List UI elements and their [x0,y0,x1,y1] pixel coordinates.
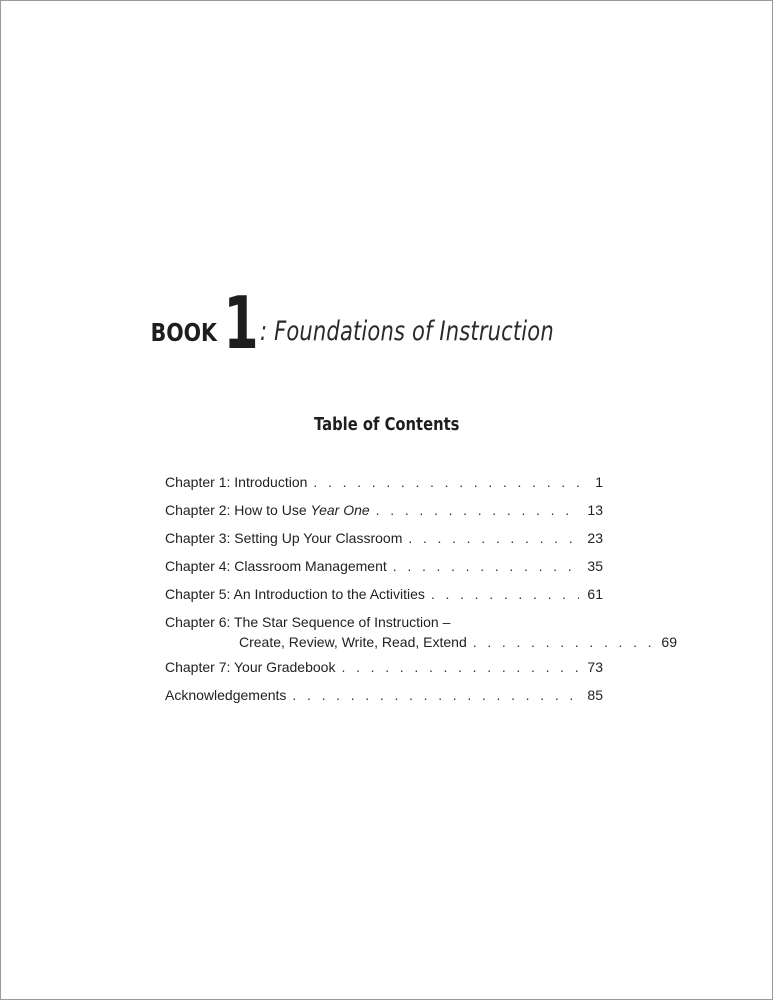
dot-leader [431,584,579,604]
dot-leader [473,632,653,652]
toc-entry-page: 23 [587,530,603,546]
toc-entry-title: Chapter 3: Setting Up Your Classroom [165,530,403,546]
toc-entry-page: 1 [595,474,603,490]
toc-entry-chapter-3[interactable] [165,528,603,556]
dot-leader [313,472,579,492]
toc-entry-acknowledgements[interactable] [165,685,603,713]
dot-leader [376,500,579,520]
dot-leader [408,528,579,548]
toc-entry-title: Chapter 4: Classroom Management [165,558,387,574]
toc-entry-chapter-6[interactable] [165,612,677,657]
table-of-contents [165,472,677,713]
toc-entry-page: 13 [587,502,603,518]
toc-entry-page: 35 [587,558,603,574]
toc-entry-title-prefix: Chapter 2: How to Use [165,502,311,518]
dot-leader [341,657,579,677]
toc-entry-page: 73 [587,659,603,675]
dot-leader [393,556,579,576]
toc-entry-title: Chapter 5: An Introduction to the Activities [165,586,425,602]
toc-entry-chapter-4[interactable] [165,556,603,584]
toc-entry-chapter-1[interactable] [165,472,603,500]
toc-heading: Table of Contents [313,414,460,435]
toc-entry-chapter-2[interactable] [165,500,603,528]
toc-entry-title-continuation: Create, Review, Write, Read, Extend [239,634,467,650]
book-label: BOOK [150,318,218,347]
toc-entry-page: 61 [587,586,603,602]
toc-entry-chapter-5[interactable] [165,584,603,612]
book-number: 1 [223,281,259,365]
toc-entry-page: 85 [587,687,603,703]
dot-leader [292,685,579,705]
book-subtitle: : Foundations of Instruction [260,316,554,347]
toc-entry-title: Acknowledgements [165,687,287,703]
toc-entry-title-emphasis: Year One [310,502,370,518]
toc-entry-chapter-7[interactable] [165,657,603,685]
book-title [1,281,772,365]
toc-entry-title [165,500,370,520]
toc-entry-title: Chapter 1: Introduction [165,474,308,490]
toc-entry-title: Chapter 7: Your Gradebook [165,659,336,675]
toc-entry-page: 69 [661,634,677,650]
toc-entry-title: Chapter 6: The Star Sequence of Instruction – [165,614,451,630]
